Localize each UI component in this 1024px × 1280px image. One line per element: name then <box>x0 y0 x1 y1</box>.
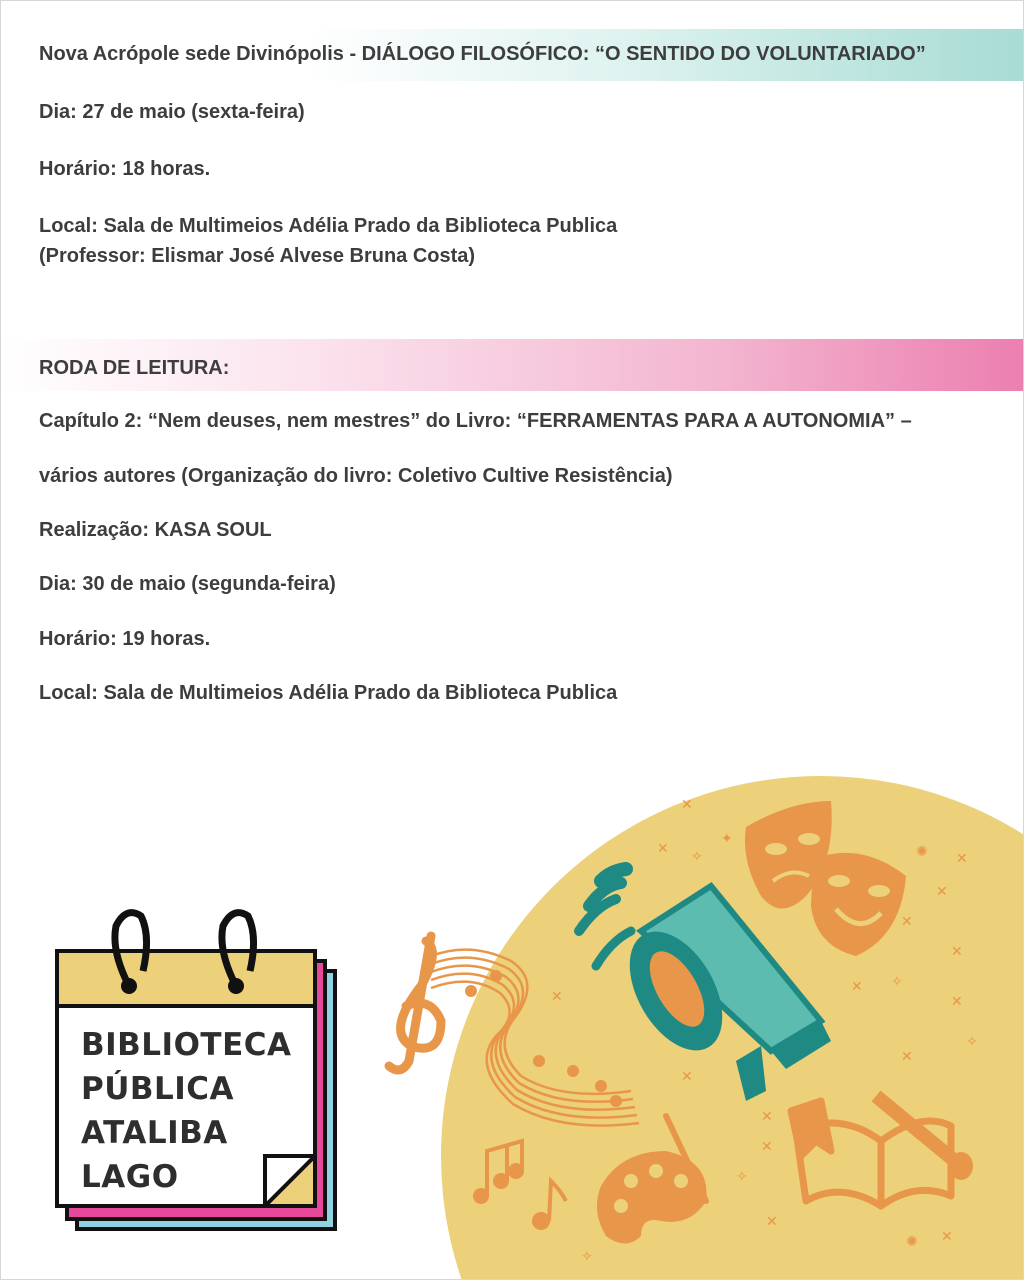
music-notes-icon <box>431 950 639 1126</box>
event2-realization: Realização: KASA SOUL <box>39 519 272 541</box>
logo-line: BIBLIOTECA <box>81 1027 292 1063</box>
svg-text:✕: ✕ <box>766 1214 778 1230</box>
event1-professor: (Professor: Elismar José Alvese Bruna Costa) <box>39 245 476 267</box>
svg-text:✕: ✕ <box>951 994 963 1010</box>
svg-text:✕: ✕ <box>956 851 968 867</box>
svg-text:✧: ✧ <box>736 1169 748 1185</box>
svg-text:✧: ✧ <box>891 974 903 990</box>
svg-text:✕: ✕ <box>901 914 913 930</box>
svg-text:✕: ✕ <box>681 1069 693 1085</box>
event2-time: Horário: 19 horas. <box>39 628 211 650</box>
svg-text:✧: ✧ <box>581 1249 593 1265</box>
svg-text:✕: ✕ <box>761 1139 773 1155</box>
logo-line: LAGO <box>81 1159 179 1195</box>
svg-text:✕: ✕ <box>761 1109 773 1125</box>
event2-chapter: Capítulo 2: “Nem deuses, nem mestres” do Livro: “FERRAMENTAS PARA A AUTONOMIA” – <box>39 410 912 432</box>
svg-text:✧: ✧ <box>691 849 703 865</box>
svg-text:✕: ✕ <box>657 841 669 857</box>
svg-text:✺: ✺ <box>916 844 928 860</box>
svg-text:✕: ✕ <box>851 979 863 995</box>
event1-day: Dia: 27 de maio (sexta-feira) <box>39 101 305 123</box>
logo-line: ATALIBA <box>81 1115 228 1151</box>
event2-location: Local: Sala de Multimeios Adélia Prado da Biblioteca Publica <box>39 682 618 704</box>
event2-day: Dia: 30 de maio (segunda-feira) <box>39 573 336 595</box>
svg-text:✺: ✺ <box>906 1234 918 1250</box>
event1-location: Local: Sala de Multimeios Adélia Prado da Biblioteca Publica <box>39 215 618 237</box>
event1-title: Nova Acrópole sede Divinópolis - DIÁLOGO FILOSÓFICO: “O SENTIDO DO VOLUNTARIADO” <box>39 43 926 65</box>
svg-text:✕: ✕ <box>951 944 963 960</box>
paint-palette-icon <box>597 1116 707 1244</box>
theater-masks-icon <box>745 801 906 956</box>
library-logo-text <box>81 1023 292 1199</box>
event2-title: RODA DE LEITURA: <box>39 357 230 379</box>
event2-authors: vários autores (Organização do livro: Coletivo Cultive Resistência) <box>39 465 673 487</box>
svg-text:✕: ✕ <box>551 989 563 1005</box>
svg-text:✕: ✕ <box>941 1229 953 1245</box>
logo-line: PÚBLICA <box>81 1071 235 1107</box>
event1-time: Horário: 18 horas. <box>39 158 211 180</box>
svg-text:✕: ✕ <box>681 797 693 813</box>
treble-clef-icon <box>389 936 441 1070</box>
svg-text:✧: ✧ <box>966 1034 978 1050</box>
book-icon <box>791 1096 973 1206</box>
svg-text:✕: ✕ <box>901 1049 913 1065</box>
svg-text:✕: ✕ <box>936 884 948 900</box>
svg-text:✦: ✦ <box>721 831 733 847</box>
